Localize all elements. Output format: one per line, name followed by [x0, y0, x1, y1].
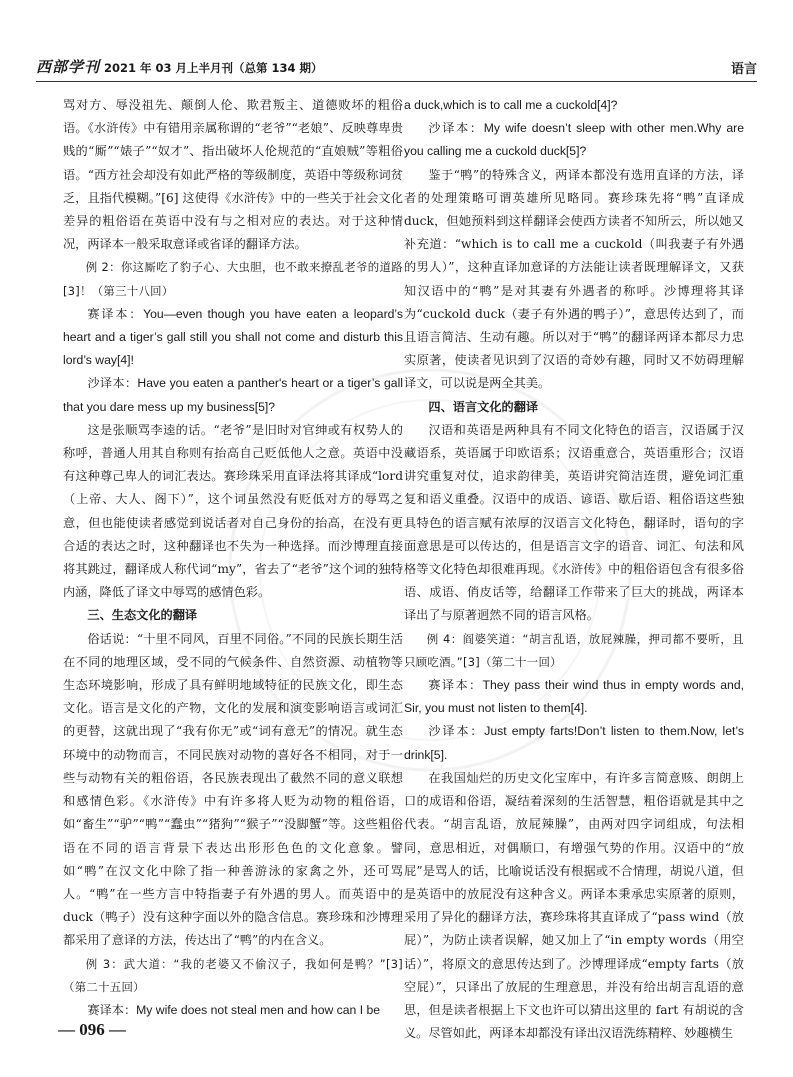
page-header [36, 50, 757, 82]
translation-line: 沙译本：Have you eaten a panther's heart or a tiger’s gall that you dare mess up my business[5]? [63, 376, 403, 414]
paragraph: 鉴于“鸭”的特殊含义，两译本都没有选用直译的方法，译者的处理策略可谓英雄所见略同。赛珍珠先将“鸭”直译成 duck，但她预料到这样翻译会使西方读者不知所云，所以她又补充道：“which is to call me a cuckold（叫我妻子有外遇的男人）”，这种直译加意译的方法能让读者既理解译文，又获知汉语中的“鸭”是对其妻有外遇者的称呼。沙博理将其译为“cuckold duck（妻子有外遇的鸭子）”，意思传达到了，而且语言简洁、生动有趣。所以对于“鸭”的翻译两译本都尽力忠实原著，使读者见识到了汉语的奇妙有趣，同时又不妨碍理解译文，可以说是两全其美。 [404, 167, 744, 391]
header-left [36, 56, 323, 77]
translation-line: 沙译本：My wife doesn’t sleep with other men.Why are you calling me a cuckold duck[5]? [404, 121, 744, 159]
page-number: — 096 — [58, 1020, 126, 1039]
paragraph: 俗话说：“十里不同风，百里不同俗。”不同的民族长期生活在不同的地理区域，受不同的气候条件、自然资源、动植物等生态环境影响，形成了具有鲜明地域特征的民族文化，即生态文化。语言是文化的产物，文化的发展和演变影响语言或词汇的更替，这就出现了“我有你无”或“词有意无”的情况。就生态环境中的动物而言，不同民族对动物的喜好各不相同，对于一些与动物有关的粗俗语，各民族表现出了截然不同的意义联想和感情色彩。《水浒传》中有许多将人贬为动物的粗俗语，如“畜生”“驴”“鸭”“蠢虫”“猪狗”“猴子”“没脚蟹”等。这些粗俗语在不同的语言背景下表达出形形色色的文化意象。譬如“鸭”在汉文化中除了指一种善游泳的家禽之外，还可骂人。“鸭”在一些方言中特指妻子有外遇的男人。而英语中的 duck（鸭子）没有这种字面以外的隐含信息。赛珍珠和沙博理都采用了意译的方法，传达出了“鸭”的内在含义。 [63, 631, 403, 948]
translation-line: 赛译本：They pass their wind thus in empty words and, Sir, you must not listen to them[4]. [404, 678, 744, 716]
paragraph: 在我国灿烂的历史文化宝库中，有许多言简意赅、朗朗上口的成语和俗语，凝结着深刻的生活智慧，粗俗语就是其中之代表。“胡言乱语，放屁辣臊”，由两对四字词组成，句法相同，意思相近，对偶顺口，有增强气势的作用。汉语中的“放屁”是骂人的话，比喻说话没有根据或不合情理，胡说八道，但是英语中的放屁没有这种含义。两译本秉承忠实原著的原则，采用了异化的翻译方法，赛珍珠将其直译成了“pass wind（放屁）”，为防止读者误解，她又加上了“in empty words（用空话）”，将原文的意思传达到了。沙博理译成“empty farts（放空屁）”，只译出了放屁的生理意思，并没有给出胡言乱语的意思，但是读者根据上下文也许可以猜出这里的 fart 有胡说的含义。尽管如此，两译本却都没有译出汉语洗练精粹、妙趣横生 [404, 770, 744, 1041]
section-label: 语言 [730, 62, 757, 77]
journal-masthead: 西部学刊 [36, 58, 101, 76]
translation-line: 赛译本：You—even though you have eaten a leopard’s heart and a tiger’s gall still you shall not come and disturb this lord’s way[4]! [63, 306, 403, 368]
left-column [63, 94, 403, 1022]
example-sentence: 例 3：武大道：“我的老婆又不偷汉子，我如何是鸭？”[3]（第二十五回） [63, 956, 403, 994]
section-heading: 三、生态文化的翻译 [87, 608, 198, 623]
translation-line: 赛译本：My wife does not steal men and how can I be [87, 1002, 381, 1017]
issue-info: 2021 年 03 月上半月刊（总第 134 期） [104, 61, 323, 75]
section-heading: 四、语言文化的翻译 [428, 399, 539, 414]
paragraph: 这是张顺骂李逵的话。“老爷”是旧时对官绅或有权势人的称呼，普通人用其自称则有抬高自己贬低他人之意。英语中没有这种尊己卑人的词汇表达。赛珍珠采用直译法将其译成“lord（上帝、大人、阁下）”，这个词虽然没有贬低对方的辱骂之意，但也能使读者感觉到说话者对自己身份的抬高，在没有更合适的表达之时，这种翻译也不失为一种选择。而沙博理直接将其跳过，翻译成人称代词“my”，省去了“老爷”这个词的独特内涵，降低了译文中辱骂的感情色彩。 [63, 422, 403, 600]
example-sentence: 例 2：你这厮吃了豹子心、大虫胆，也不敢来撩乱老爷的道路[3]！（第三十八回） [63, 260, 403, 298]
translation-line: a duck,which is to call me a cuckold[4]? [404, 98, 618, 112]
right-column [404, 94, 744, 1045]
paragraph: 汉语和英语是两种具有不同文化特色的语言，汉语属于汉藏语系，英语属于印欧语系；汉语重意合，英语重形合；汉语讲究重复对仗，追求韵律美，英语讲究简洁连贯，避免词汇重复和语义重叠。汉语中的成语、谚语、歇后语、粗俗语这些独具特色的语言赋有浓厚的汉语言文化特色，翻译时，语句的字面意思是可以传达的，但是语言文字的语音、词汇、句法和风格等文化特色却很难再现。《水浒传》中的粗俗语包含有很多俗语、成语、俏皮话等，给翻译工作带来了巨大的挑战，两译本译出了与原著迥然不同的语言风格。 [404, 422, 744, 623]
example-sentence: 例 4：阎婆笑道：“胡言乱语，放屁辣臊，押司都不要听，且只顾吃酒。”[3]（第二十一回） [404, 631, 744, 669]
paragraph: 骂对方、辱没祖先、颠倒人伦、欺君叛主、道德败坏的粗俗语。《水浒传》中有错用亲属称谓的“老爷”“老娘”、反映尊卑贵贱的“厮”“婊子”“奴才”、指出破坏人伦规范的“直娘贼”等粗俗语。“西方社会却没有如此严格的等级制度，英语中等级称词贫乏，且指代模糊。”[6] 这使得《水浒传》中的一些关于社会文化差异的粗俗语在英语中没有与之相对应的表达。对于这种情况，两译本一般采取意译或省译的翻译方法。 [63, 98, 403, 252]
translation-line: 沙译本：Just empty farts!Don’t listen to them.Now, let’s drink[5]. [404, 724, 744, 762]
